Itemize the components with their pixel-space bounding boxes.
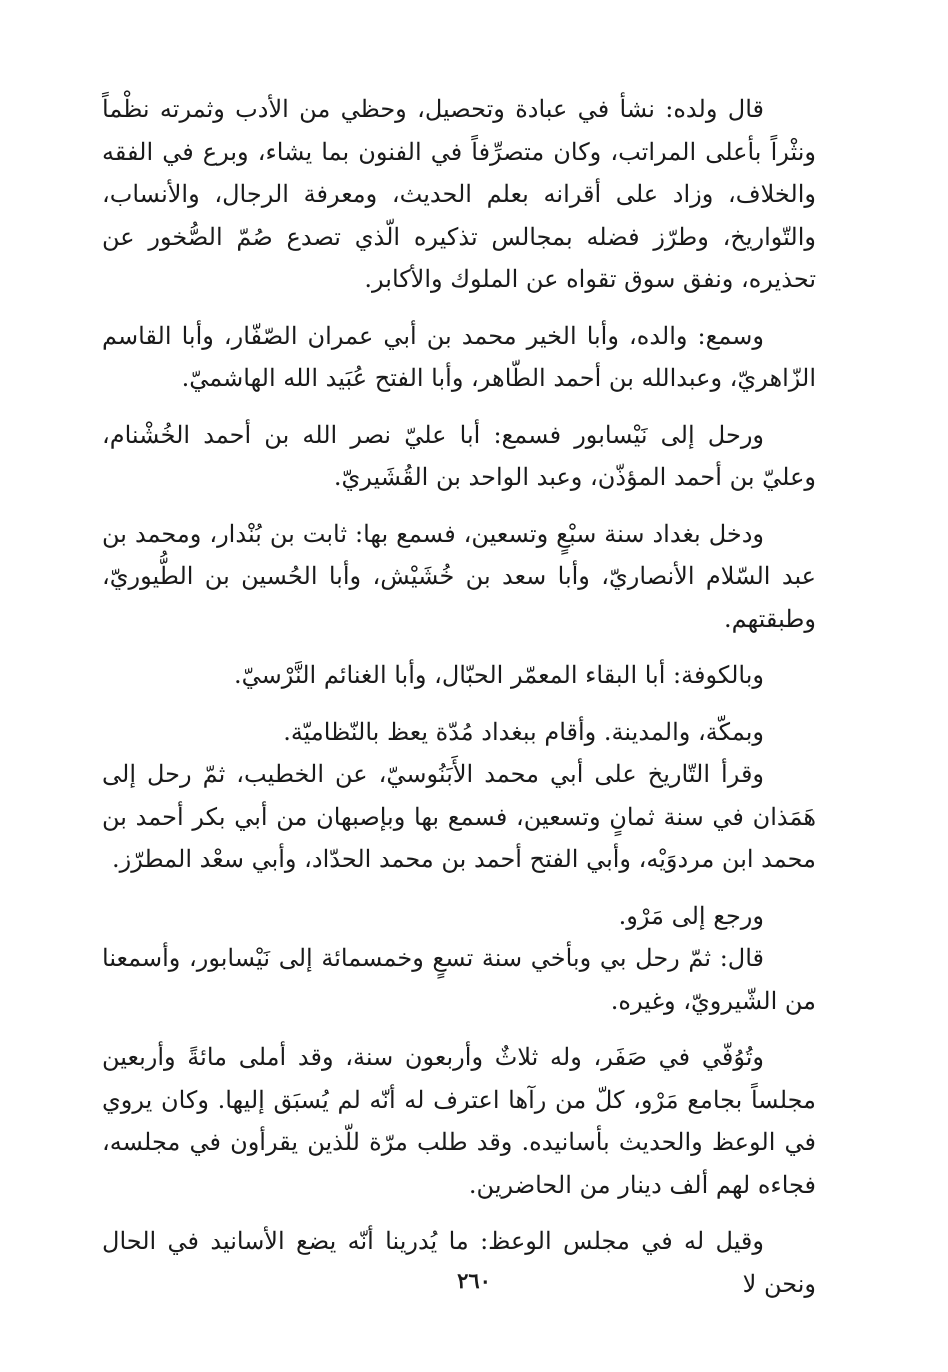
paragraph-3: ورحل إلى نَيْسابور فسمع: أبا عليّ نصر الله بن أحمد الخُشْنام، وعليّ بن أحمد المؤذّن، وعبد الواحد بن القُشَيريّ. [102, 420, 816, 491]
paragraph-10: وتُوُفّي في صَفَر، وله ثلاثٌ وأربعون سنة، وقد أملى مائةً وأربعين مجلساً بجامع مَرْو، كلّ من رآها اعترف له أنّه لم يُسبَق إليها. وكان يروي في الوعظ والحديث بأسانيده. وقد طلب مرّة للّذين يقرأون في مجلسه، فجاءه لهم ألف دينار من الحاضرين. [102, 1043, 816, 1199]
paragraph-5: وبالكوفة: أبا البقاء المعمّر الحبّال، وأبا الغنائم النَّرْسيّ. [234, 661, 764, 689]
paragraph-11: وقيل له في مجلس الوعظ: ما يُدرينا أنّه يضع الأسانيد في الحال ونحن لا [102, 1227, 816, 1298]
paragraph-2: وسمع: والده، وأبا الخير محمد بن أبي عمران الصّفّار، وأبا القاسم الزّاهريّ، وعبدالله بن أحمد الطّاهر، وأبا الفتح عُبَيد الله الهاشميّ. [102, 321, 816, 392]
paragraph-8: ورجع إلى مَرْو. [618, 901, 764, 930]
paragraph-1: قال ولده: نشأ في عبادة وتحصيل، وحظي من الأدب وثمرته نظْماً ونثْراً بأعلى المراتب، وكان متصرِّفاً في الفنون بما يشاء، وبرع في الفقه والخلاف، وزاد على أقرانه بعلم الحديث، ومعرفة الرجال، والأنساب، والتّواريخ، وطرّز فضله بمجالس تذكيره الّذي تصدع صُمّ الصُّخور عن تحذيره، ونفق سوق تقواه عن الملوك والأكابر. [102, 95, 816, 293]
paragraph-6: وبمكّة، والمدينة. وأقام ببغداد مُدّة يعظ بالنّظاميّة. [283, 717, 764, 746]
page-body [102, 88, 816, 1308]
paragraph-4: ودخل بغداد سنة سبْعٍ وتسعين، فسمع بها: ثابت بن بُنْدار، ومحمد بن عبد السّلام الأنصاريّ، وأبا سعد بن خُشَيْش، وأبا الحُسين بن الطُّيوريّ، وطبقتهم. [102, 519, 816, 633]
paragraph-7: وقرأ التّاريخ على أبي محمد الأَبَنُوسيّ، عن الخطيب، ثمّ رحل إلى هَمَذان في سنة ثمانٍ وتسعين، فسمع بها وبإصبهان من أبي بكر أحمد بن محمد ابن مردوَيْه، وأبي الفتح أحمد بن محمد الحدّاد، وأبي سعْد المطرّز. [102, 760, 816, 873]
page-number: ٢٦٠ [457, 1268, 491, 1293]
paragraph-9: قال: ثمّ رحل بي وبأخي سنة تسعٍ وخمسمائة إلى نَيْسابور، وأسمعنا من الشّيرويّ، وغيره. [102, 944, 816, 1015]
